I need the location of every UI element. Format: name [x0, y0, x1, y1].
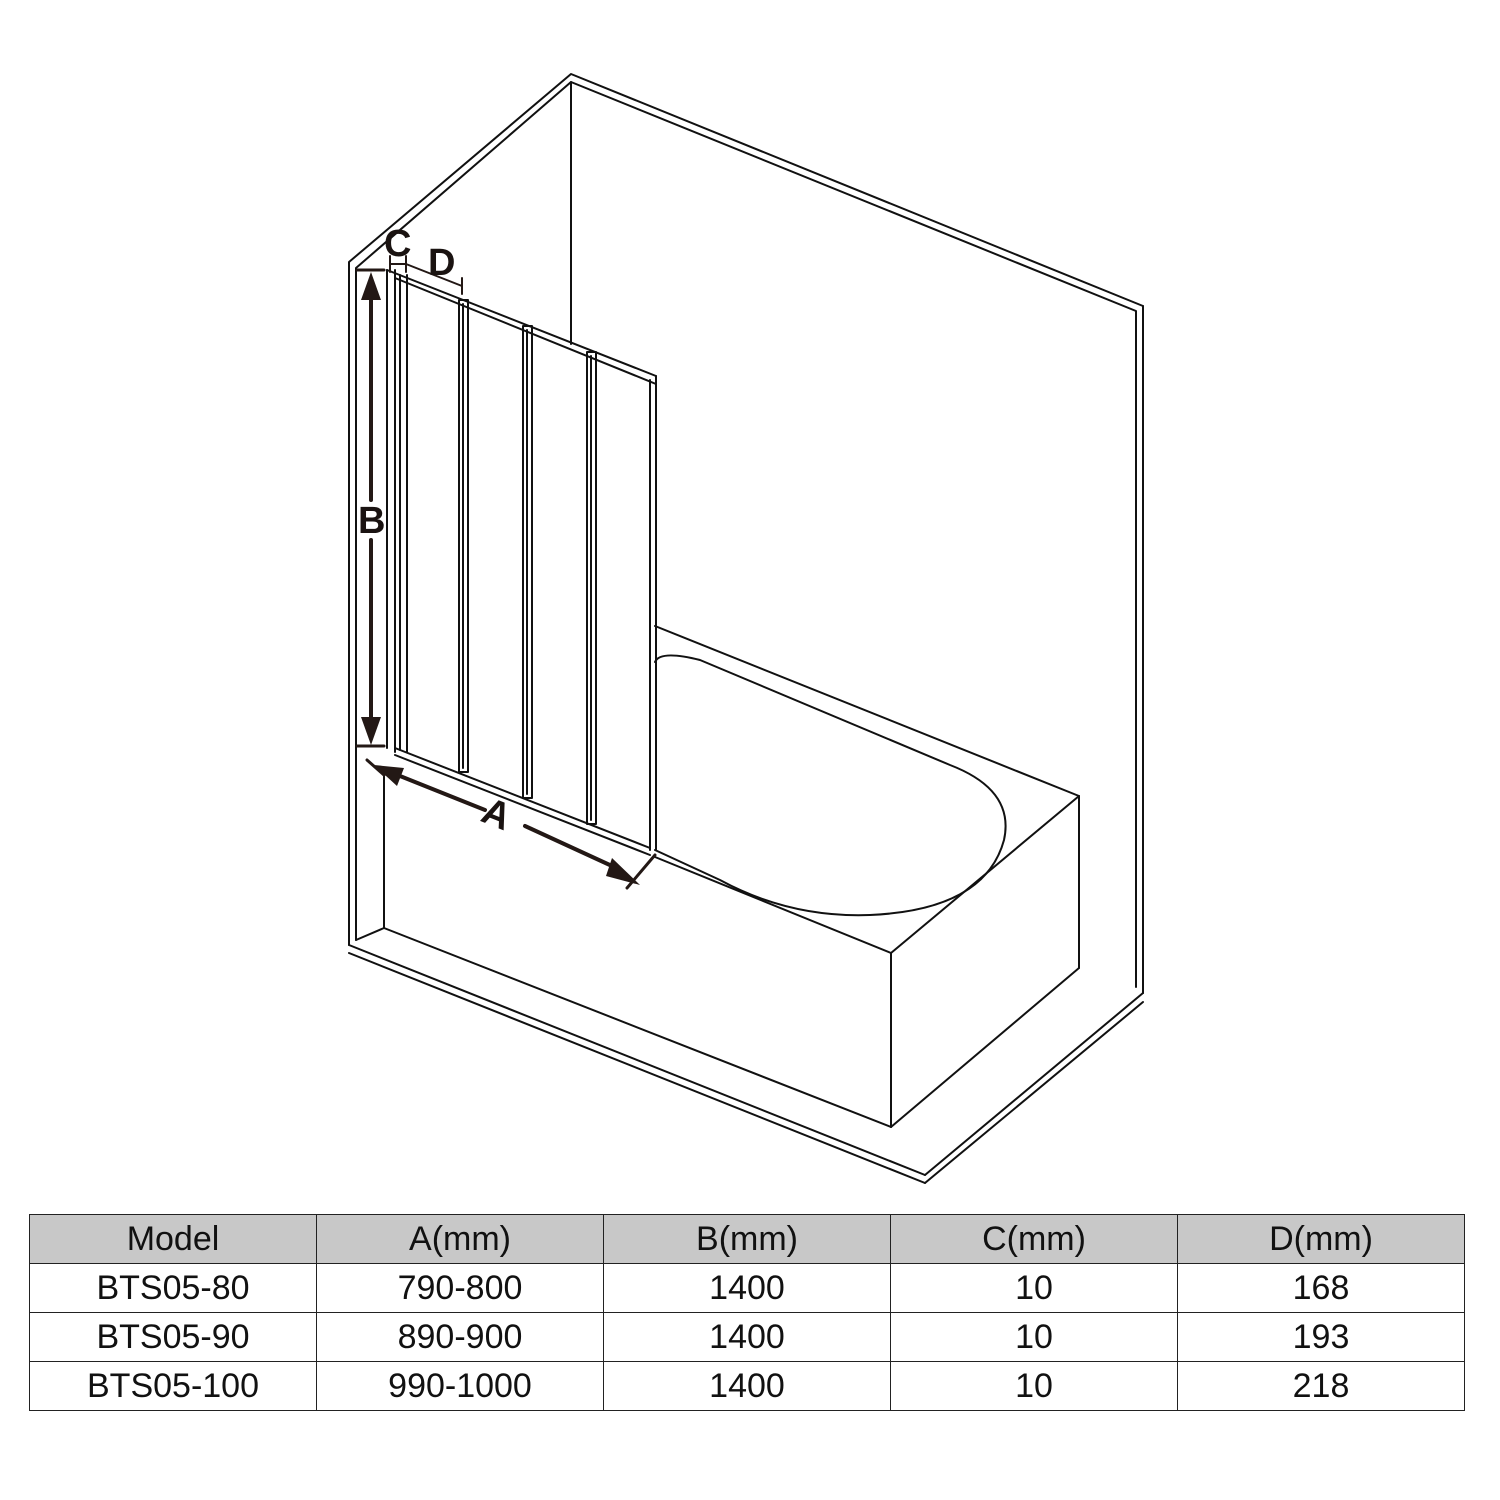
spec-table	[29, 1214, 1465, 1411]
cell-c: 10	[891, 1264, 1178, 1313]
table-row	[30, 1313, 1465, 1362]
bathtub	[356, 626, 1079, 1127]
header-c-mm: C(mm)	[891, 1215, 1178, 1264]
header-d-mm: D(mm)	[1178, 1215, 1465, 1264]
table-row	[30, 1362, 1465, 1411]
cell-b: 1400	[604, 1313, 891, 1362]
cell-d: 193	[1178, 1313, 1465, 1362]
cell-a: 890-900	[317, 1313, 604, 1362]
cell-b: 1400	[604, 1362, 891, 1411]
cell-d: 218	[1178, 1362, 1465, 1411]
shower-screen	[387, 270, 656, 855]
dimension-label-c: C	[384, 223, 412, 265]
cell-model: BTS05-80	[30, 1264, 317, 1313]
header-a-mm: A(mm)	[317, 1215, 604, 1264]
cell-model: BTS05-90	[30, 1313, 317, 1362]
table-row	[30, 1264, 1465, 1313]
cell-c: 10	[891, 1313, 1178, 1362]
dimension-lines	[357, 256, 655, 888]
table-header-row	[30, 1215, 1465, 1264]
cell-c: 10	[891, 1362, 1178, 1411]
header-b-mm: B(mm)	[604, 1215, 891, 1264]
cell-a: 990-1000	[317, 1362, 604, 1411]
cell-model: BTS05-100	[30, 1362, 317, 1411]
cell-b: 1400	[604, 1264, 891, 1313]
header-model: Model	[30, 1215, 317, 1264]
dimension-label-d: D	[428, 242, 456, 284]
dimension-label-b: B	[358, 500, 386, 542]
cell-a: 790-800	[317, 1264, 604, 1313]
cell-d: 168	[1178, 1264, 1465, 1313]
dimension-label-a: A	[475, 789, 517, 840]
